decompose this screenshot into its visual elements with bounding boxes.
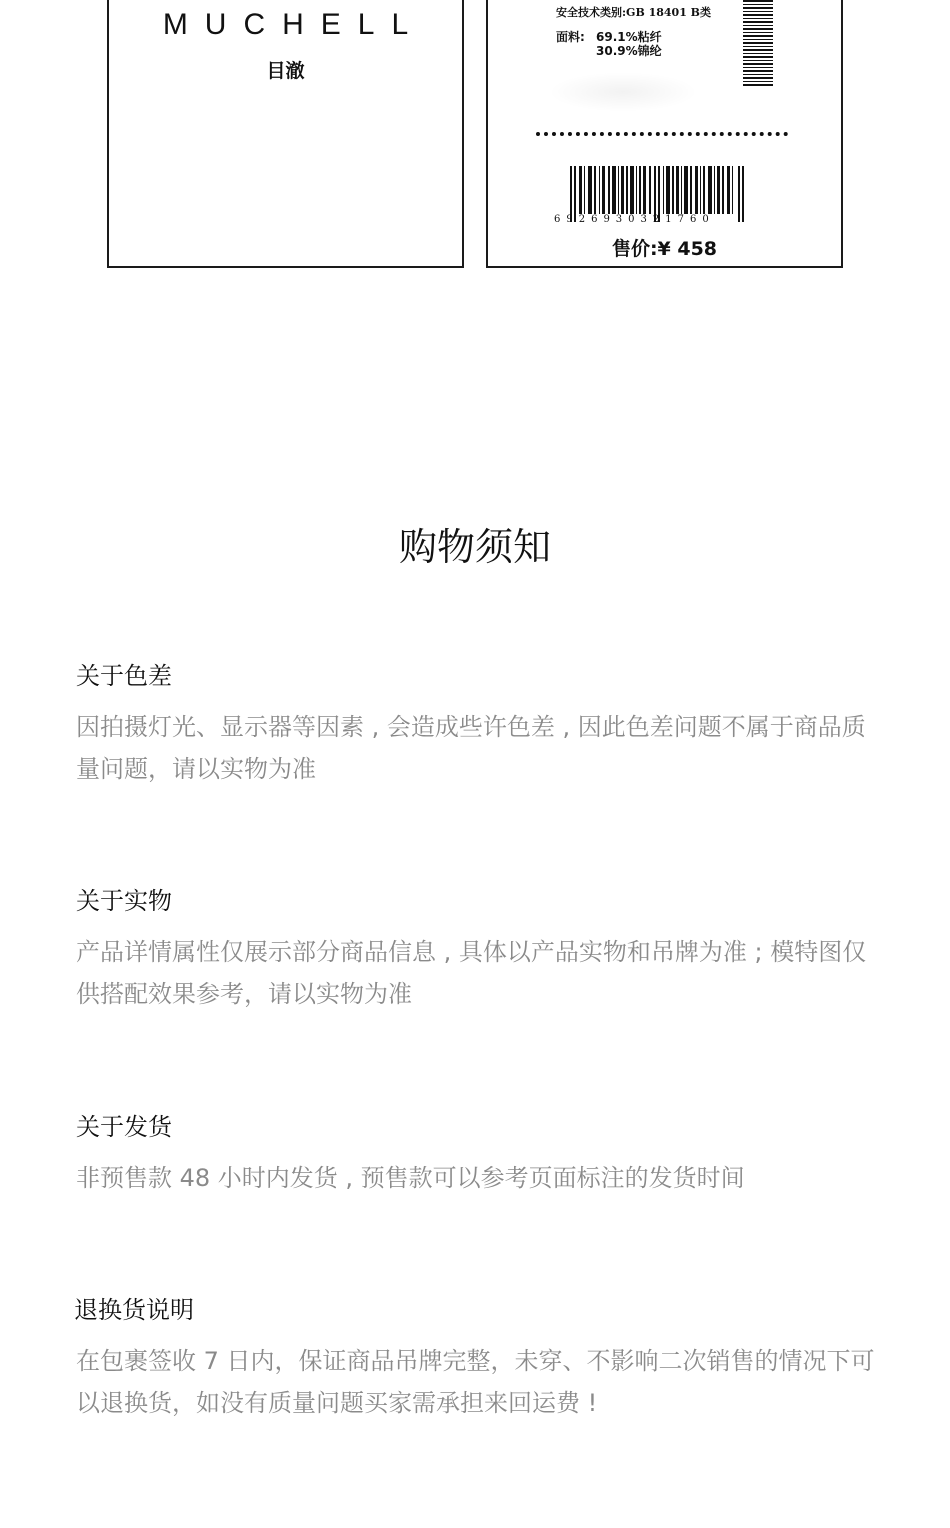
dotted-divider: [536, 132, 788, 136]
fabric-line-2: 30.9%锦纶: [596, 44, 662, 58]
fabric-line-1: 69.1%粘纤: [596, 30, 662, 44]
notice-body-actual-product: 产品详情属性仅展示部分商品信息 , 具体以产品实物和吊牌为准 ; 模特图仅供搭配效果参考，请以实物为准: [76, 938, 867, 1008]
notice-body-color-difference: 因拍摄灯光、显示器等因素 , 会造成些许色差 , 因此色差问题不属于商品质量问题，请以实物为准: [76, 713, 866, 783]
brand-chinese-name: 目澈: [266, 60, 305, 82]
notice-body-shipping: 非预售款 48 小时内发货 , 预售款可以参考页面标注的发货时间: [76, 1164, 745, 1192]
notice-heading-returns: 退换货说明: [74, 1296, 194, 1324]
brand-logo-text: MUCHELL: [162, 8, 426, 41]
print-smudge: [548, 72, 698, 112]
notice-body-returns: 在包裹签收 7 日内，保证商品吊牌完整，未穿、不影响二次销售的情况下可以退换货，如没有质量问题买家需承担来回运费 !: [76, 1347, 875, 1417]
barcode-number: 6926930321760: [554, 214, 715, 225]
safety-category: 安全技术类别:GB 18401 B类: [556, 6, 711, 19]
brand-tag-front: [107, 0, 464, 268]
brand-tag-back: [486, 0, 843, 268]
side-barcode-icon: [743, 0, 773, 86]
notice-heading-shipping: 关于发货: [76, 1113, 172, 1141]
notice-heading-color-difference: 关于色差: [76, 662, 172, 690]
fabric-label: 面料:: [556, 30, 585, 44]
tag-price: 售价:¥ 458: [611, 238, 718, 260]
notice-heading-actual-product: 关于实物: [76, 887, 172, 915]
notice-title: 购物须知: [398, 525, 551, 569]
